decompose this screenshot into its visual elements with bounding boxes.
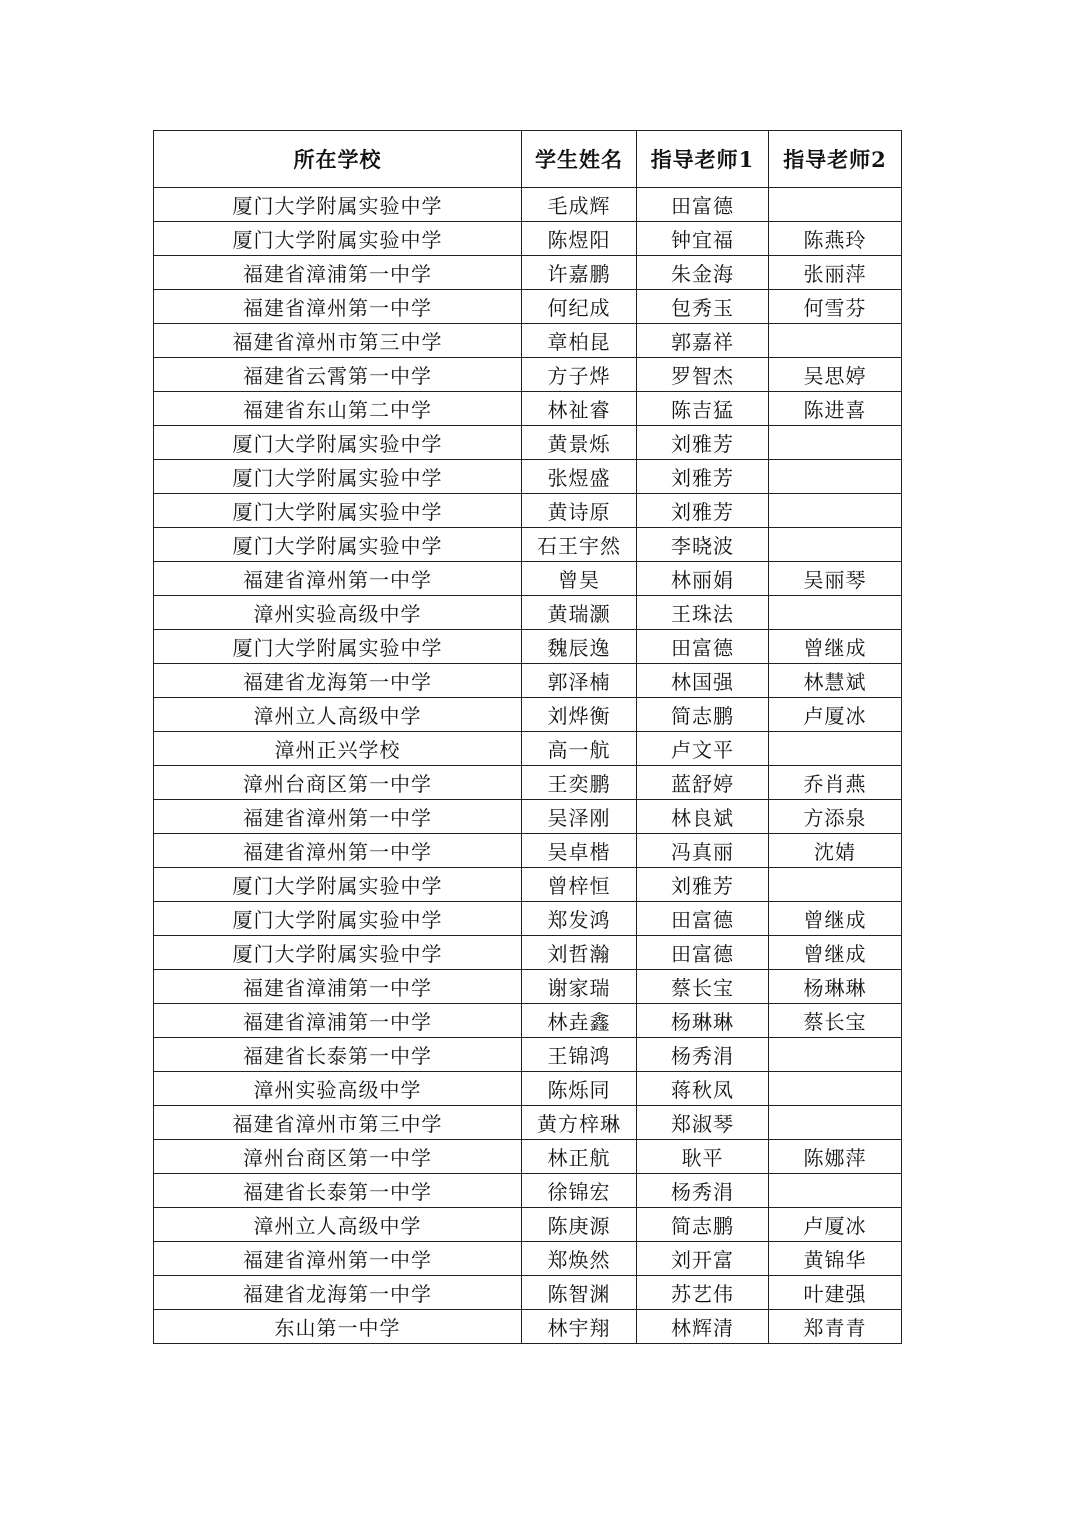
table-row xyxy=(154,868,902,902)
header-advisor-1: 指导老师1 xyxy=(637,131,769,188)
table-row xyxy=(154,392,902,426)
school-cell: 漳州正兴学校 xyxy=(154,732,522,766)
table-body xyxy=(154,188,902,1344)
school-cell: 漳州实验高级中学 xyxy=(154,1072,522,1106)
header-advisor-2: 指导老师2 xyxy=(769,131,902,188)
table-row xyxy=(154,494,902,528)
table-row xyxy=(154,528,902,562)
school-cell: 厦门大学附属实验中学 xyxy=(154,902,522,936)
student-name-cell: 吴泽刚 xyxy=(522,800,637,834)
advisor-1-cell: 简志鹏 xyxy=(637,1208,769,1242)
school-cell: 厦门大学附属实验中学 xyxy=(154,188,522,222)
student-name-cell: 郭泽楠 xyxy=(522,664,637,698)
student-name-cell: 刘哲瀚 xyxy=(522,936,637,970)
advisor-2-cell: 卢厦冰 xyxy=(769,698,902,732)
school-cell: 厦门大学附属实验中学 xyxy=(154,630,522,664)
table-row xyxy=(154,834,902,868)
student-name-cell: 林宇翔 xyxy=(522,1310,637,1344)
school-cell: 福建省长泰第一中学 xyxy=(154,1038,522,1072)
school-cell: 东山第一中学 xyxy=(154,1310,522,1344)
student-name-cell: 毛成辉 xyxy=(522,188,637,222)
table-row xyxy=(154,1038,902,1072)
table-row xyxy=(154,222,902,256)
school-cell: 福建省长泰第一中学 xyxy=(154,1174,522,1208)
student-name-cell: 曾梓恒 xyxy=(522,868,637,902)
advisor-1-cell: 刘雅芳 xyxy=(637,460,769,494)
advisor-2-cell: 郑青青 xyxy=(769,1310,902,1344)
school-cell: 福建省漳州市第三中学 xyxy=(154,1106,522,1140)
advisor-2-cell: 黄锦华 xyxy=(769,1242,902,1276)
student-name-cell: 郑发鸿 xyxy=(522,902,637,936)
student-name-cell: 林正航 xyxy=(522,1140,637,1174)
advisor-1-cell: 王珠法 xyxy=(637,596,769,630)
advisor-2-cell: 沈婧 xyxy=(769,834,902,868)
advisor-1-cell: 罗智杰 xyxy=(637,358,769,392)
advisor-2-cell xyxy=(769,460,902,494)
advisor-2-cell xyxy=(769,596,902,630)
student-name-cell: 黄瑞灏 xyxy=(522,596,637,630)
table-row xyxy=(154,596,902,630)
advisor-1-cell: 刘雅芳 xyxy=(637,494,769,528)
table-row xyxy=(154,1140,902,1174)
table-row xyxy=(154,766,902,800)
advisor-1-cell: 简志鹏 xyxy=(637,698,769,732)
advisor-2-cell xyxy=(769,1106,902,1140)
table-row xyxy=(154,630,902,664)
advisor-2-cell: 陈娜萍 xyxy=(769,1140,902,1174)
advisor-1-cell: 苏艺伟 xyxy=(637,1276,769,1310)
advisor-1-cell: 郑淑琴 xyxy=(637,1106,769,1140)
header-student-name: 学生姓名 xyxy=(522,131,637,188)
school-cell: 福建省漳州第一中学 xyxy=(154,1242,522,1276)
advisor-2-cell: 吴思婷 xyxy=(769,358,902,392)
advisor-2-cell: 陈进喜 xyxy=(769,392,902,426)
school-cell: 漳州台商区第一中学 xyxy=(154,1140,522,1174)
school-cell: 厦门大学附属实验中学 xyxy=(154,936,522,970)
advisor-2-cell: 方添泉 xyxy=(769,800,902,834)
student-name-cell: 黄方梓琳 xyxy=(522,1106,637,1140)
advisor-1-cell: 林辉清 xyxy=(637,1310,769,1344)
student-name-cell: 林祉睿 xyxy=(522,392,637,426)
table-row xyxy=(154,460,902,494)
advisor-1-cell: 卢文平 xyxy=(637,732,769,766)
advisor-1-cell: 冯真丽 xyxy=(637,834,769,868)
school-cell: 厦门大学附属实验中学 xyxy=(154,460,522,494)
student-name-cell: 黄诗原 xyxy=(522,494,637,528)
school-cell: 福建省漳州第一中学 xyxy=(154,834,522,868)
table-row xyxy=(154,1310,902,1344)
school-cell: 漳州实验高级中学 xyxy=(154,596,522,630)
student-name-cell: 谢家瑞 xyxy=(522,970,637,1004)
student-name-cell: 黄景烁 xyxy=(522,426,637,460)
advisor-2-cell: 曾继成 xyxy=(769,630,902,664)
table-row xyxy=(154,1174,902,1208)
table-row xyxy=(154,1106,902,1140)
school-cell: 福建省东山第二中学 xyxy=(154,392,522,426)
student-name-cell: 章柏昆 xyxy=(522,324,637,358)
school-cell: 漳州立人高级中学 xyxy=(154,698,522,732)
advisor-2-cell: 曾继成 xyxy=(769,902,902,936)
advisor-2-cell xyxy=(769,732,902,766)
student-name-cell: 石王宇然 xyxy=(522,528,637,562)
advisor-2-cell: 张丽萍 xyxy=(769,256,902,290)
advisor-1-cell: 田富德 xyxy=(637,936,769,970)
advisor-1-cell: 朱金海 xyxy=(637,256,769,290)
table-row xyxy=(154,732,902,766)
table-row xyxy=(154,1004,902,1038)
advisor-1-cell: 耿平 xyxy=(637,1140,769,1174)
school-cell: 厦门大学附属实验中学 xyxy=(154,222,522,256)
advisor-1-cell: 刘雅芳 xyxy=(637,868,769,902)
advisor-1-cell: 钟宜福 xyxy=(637,222,769,256)
table-row xyxy=(154,936,902,970)
advisor-1-cell: 包秀玉 xyxy=(637,290,769,324)
table-row xyxy=(154,1208,902,1242)
school-cell: 福建省漳浦第一中学 xyxy=(154,1004,522,1038)
student-name-cell: 许嘉鹏 xyxy=(522,256,637,290)
advisor-1-cell: 田富德 xyxy=(637,630,769,664)
school-cell: 福建省龙海第一中学 xyxy=(154,1276,522,1310)
table-header xyxy=(154,131,902,188)
student-name-cell: 徐锦宏 xyxy=(522,1174,637,1208)
header-school: 所在学校 xyxy=(154,131,522,188)
advisor-1-cell: 杨秀涓 xyxy=(637,1038,769,1072)
advisor-2-cell: 何雪芬 xyxy=(769,290,902,324)
school-cell: 厦门大学附属实验中学 xyxy=(154,528,522,562)
table-row xyxy=(154,290,902,324)
advisor-1-cell: 蒋秋凤 xyxy=(637,1072,769,1106)
school-cell: 福建省漳浦第一中学 xyxy=(154,256,522,290)
table-row xyxy=(154,1276,902,1310)
advisor-1-cell: 蔡长宝 xyxy=(637,970,769,1004)
school-cell: 厦门大学附属实验中学 xyxy=(154,494,522,528)
school-cell: 福建省云霄第一中学 xyxy=(154,358,522,392)
advisor-1-cell: 杨琳琳 xyxy=(637,1004,769,1038)
advisor-1-cell: 郭嘉祥 xyxy=(637,324,769,358)
table-row xyxy=(154,426,902,460)
school-cell: 福建省漳州第一中学 xyxy=(154,290,522,324)
school-cell: 漳州立人高级中学 xyxy=(154,1208,522,1242)
advisor-2-cell: 乔肖燕 xyxy=(769,766,902,800)
student-name-cell: 郑焕然 xyxy=(522,1242,637,1276)
advisor-2-cell: 曾继成 xyxy=(769,936,902,970)
student-name-cell: 张煜盛 xyxy=(522,460,637,494)
advisor-2-cell xyxy=(769,426,902,460)
student-name-cell: 刘烨衡 xyxy=(522,698,637,732)
advisor-2-cell: 叶建强 xyxy=(769,1276,902,1310)
advisor-2-cell xyxy=(769,868,902,902)
student-name-cell: 魏辰逸 xyxy=(522,630,637,664)
advisor-1-cell: 刘开富 xyxy=(637,1242,769,1276)
table-row xyxy=(154,800,902,834)
table-row xyxy=(154,256,902,290)
advisor-2-cell xyxy=(769,1038,902,1072)
advisor-2-cell: 陈燕玲 xyxy=(769,222,902,256)
school-cell: 福建省漳浦第一中学 xyxy=(154,970,522,1004)
student-name-cell: 吴卓楷 xyxy=(522,834,637,868)
advisor-1-cell: 李晓波 xyxy=(637,528,769,562)
advisor-1-cell: 林良斌 xyxy=(637,800,769,834)
advisor-1-cell: 田富德 xyxy=(637,188,769,222)
student-name-cell: 陈煜阳 xyxy=(522,222,637,256)
advisor-1-cell: 杨秀涓 xyxy=(637,1174,769,1208)
advisor-2-cell: 蔡长宝 xyxy=(769,1004,902,1038)
advisor-1-cell: 林丽娟 xyxy=(637,562,769,596)
advisor-2-cell: 卢厦冰 xyxy=(769,1208,902,1242)
student-name-cell: 方子烨 xyxy=(522,358,637,392)
table-row xyxy=(154,358,902,392)
advisor-1-cell: 田富德 xyxy=(637,902,769,936)
student-name-cell: 王锦鸿 xyxy=(522,1038,637,1072)
advisor-1-cell: 刘雅芳 xyxy=(637,426,769,460)
table-row xyxy=(154,698,902,732)
student-name-cell: 陈庚源 xyxy=(522,1208,637,1242)
school-cell: 漳州台商区第一中学 xyxy=(154,766,522,800)
school-cell: 福建省漳州市第三中学 xyxy=(154,324,522,358)
student-name-cell: 陈智渊 xyxy=(522,1276,637,1310)
student-name-cell: 高一航 xyxy=(522,732,637,766)
school-cell: 厦门大学附属实验中学 xyxy=(154,426,522,460)
table-row xyxy=(154,562,902,596)
advisor-2-cell xyxy=(769,1174,902,1208)
advisor-1-cell: 蓝舒婷 xyxy=(637,766,769,800)
advisor-1-cell: 林国强 xyxy=(637,664,769,698)
advisor-2-cell xyxy=(769,494,902,528)
student-name-cell: 曾昊 xyxy=(522,562,637,596)
advisor-2-cell: 杨琳琳 xyxy=(769,970,902,1004)
advisor-2-cell: 吴丽琴 xyxy=(769,562,902,596)
advisor-2-cell xyxy=(769,1072,902,1106)
student-name-cell: 林垚鑫 xyxy=(522,1004,637,1038)
school-cell: 福建省漳州第一中学 xyxy=(154,562,522,596)
student-name-cell: 陈烁同 xyxy=(522,1072,637,1106)
advisor-2-cell xyxy=(769,528,902,562)
table-row xyxy=(154,188,902,222)
school-cell: 福建省龙海第一中学 xyxy=(154,664,522,698)
header-row xyxy=(154,131,902,188)
school-cell: 福建省漳州第一中学 xyxy=(154,800,522,834)
table-row xyxy=(154,664,902,698)
table-row xyxy=(154,1242,902,1276)
student-name-cell: 何纪成 xyxy=(522,290,637,324)
advisor-2-cell xyxy=(769,324,902,358)
school-cell: 厦门大学附属实验中学 xyxy=(154,868,522,902)
table-row xyxy=(154,970,902,1004)
advisor-1-cell: 陈吉猛 xyxy=(637,392,769,426)
table-row xyxy=(154,1072,902,1106)
advisor-2-cell xyxy=(769,188,902,222)
table-row xyxy=(154,324,902,358)
table-row xyxy=(154,902,902,936)
student-name-cell: 王奕鹏 xyxy=(522,766,637,800)
award-table xyxy=(153,130,902,1344)
advisor-2-cell: 林慧斌 xyxy=(769,664,902,698)
